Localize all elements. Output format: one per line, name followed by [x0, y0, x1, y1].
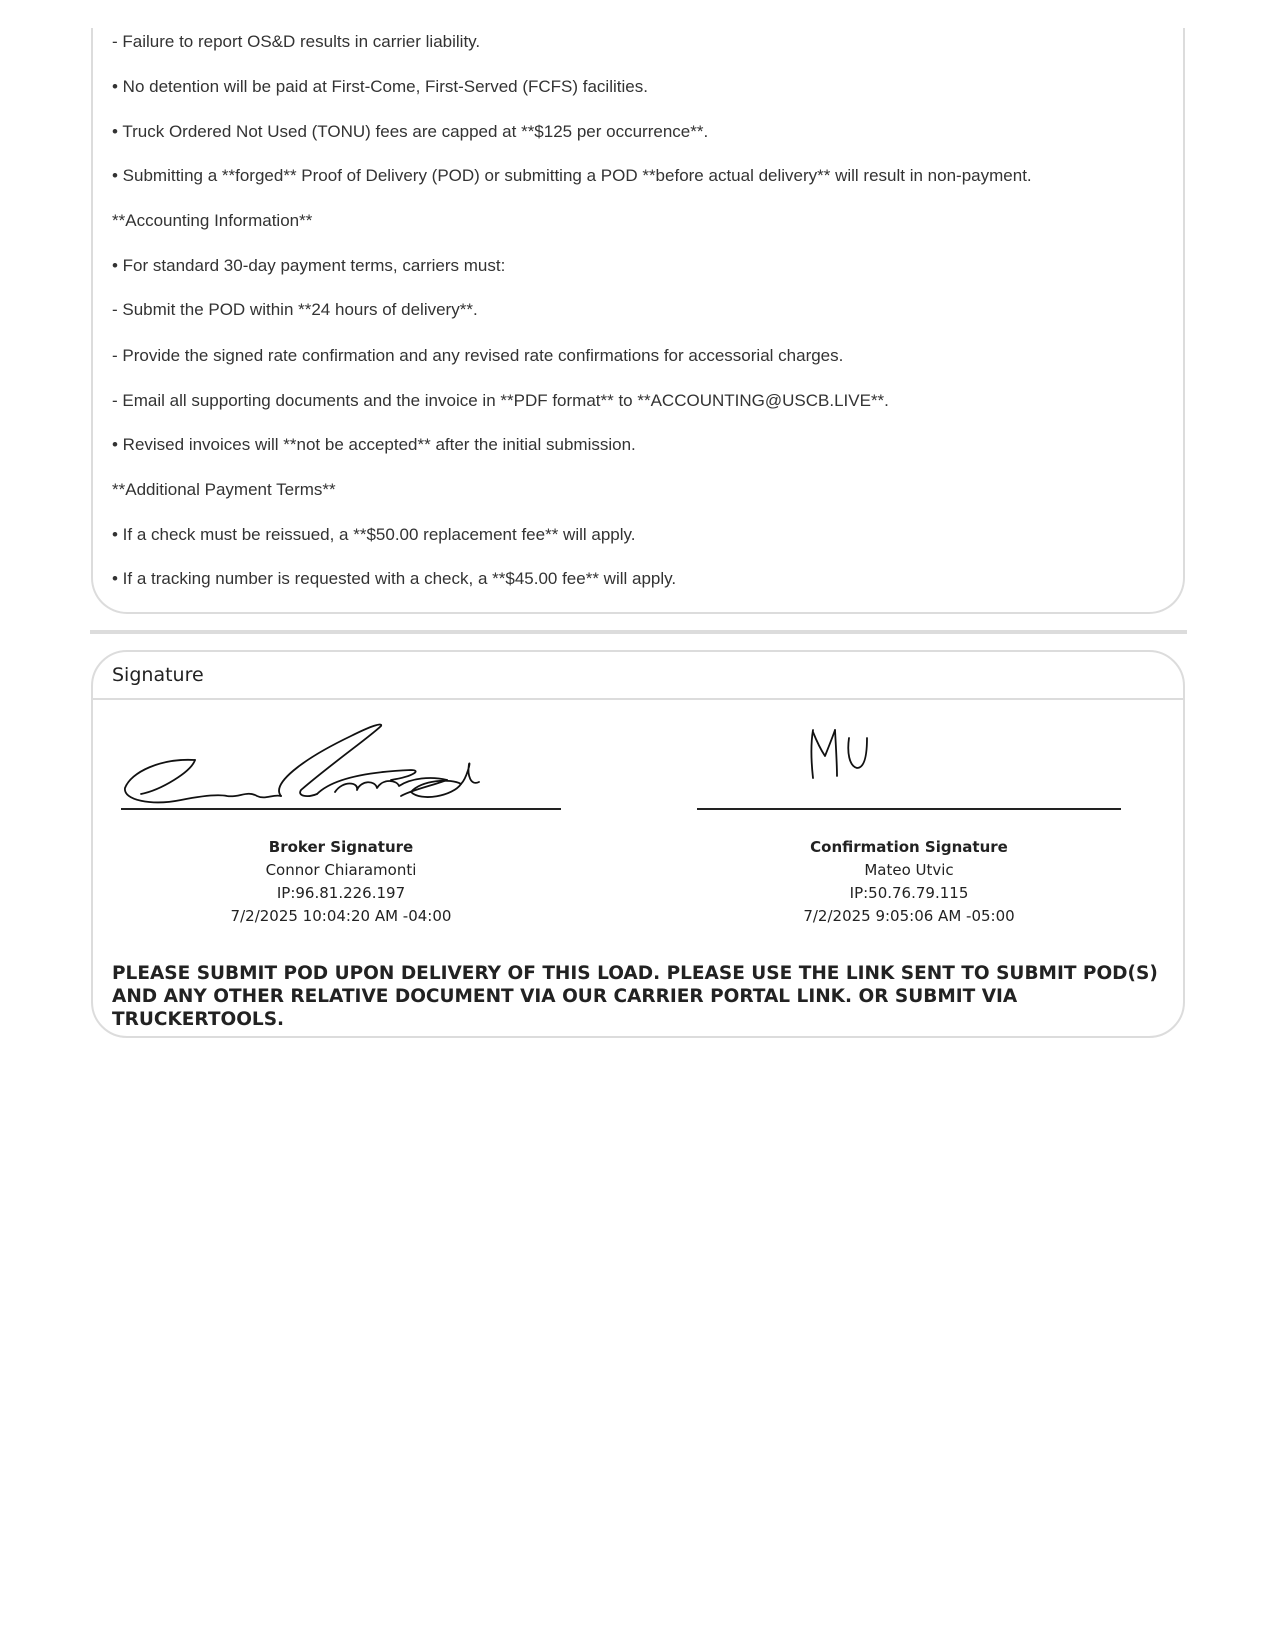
broker-signature-details	[121, 836, 561, 928]
pod-notice: PLEASE SUBMIT POD UPON DELIVERY OF THIS LOAD. PLEASE USE THE LINK SENT TO SUBMIT POD(S) AND ANY OTHER RELATIVE DOCUMENT VIA OUR CARRIER PORTAL LINK. OR SUBMIT VIA TRUCKERTOOLS.	[112, 963, 1158, 1030]
confirmation-name: Mateo Utvic	[864, 861, 954, 879]
terms-line: - Submit the POD within **24 hours of delivery**.	[112, 300, 478, 319]
terms-line: - Email all supporting documents and the invoice in **PDF format** to **ACCOUNTING@USCB.LIVE**.	[112, 391, 889, 410]
broker-timestamp: 7/2/2025 10:04:20 AM -04:00	[230, 907, 452, 925]
terms-line: • If a check must be reissued, a **$50.00 replacement fee** will apply.	[112, 525, 636, 544]
confirmation-ip: IP:50.76.79.115	[849, 884, 969, 902]
terms-line: • Revised invoices will **not be accepted** after the initial submission.	[112, 435, 636, 454]
confirmation-timestamp: 7/2/2025 9:05:06 AM -05:00	[803, 907, 1015, 925]
terms-line: • Truck Ordered Not Used (TONU) fees are capped at **$125 per occurrence**.	[112, 122, 709, 141]
section-divider	[90, 630, 1187, 634]
signature-header	[93, 652, 1183, 700]
terms-section-heading: **Additional Payment Terms**	[112, 480, 336, 499]
broker-signature-block	[121, 720, 561, 928]
signature-card	[91, 650, 1185, 1038]
terms-line: • For standard 30-day payment terms, carriers must:	[112, 256, 506, 275]
terms-line: • If a tracking number is requested with a check, a **$45.00 fee** will apply.	[112, 569, 677, 588]
broker-signature-line	[121, 808, 561, 810]
confirmation-signature-block	[697, 720, 1121, 928]
broker-signature-label: Broker Signature	[268, 838, 414, 856]
terms-card	[91, 28, 1185, 614]
terms-section-heading: **Accounting Information**	[112, 211, 313, 230]
broker-signature-image	[121, 720, 561, 808]
terms-line: - Provide the signed rate confirmation and any revised rate confirmations for accessorial charges.	[112, 346, 844, 365]
terms-line: • No detention will be paid at First-Come, First-Served (FCFS) facilities.	[112, 77, 648, 96]
broker-ip: IP:96.81.226.197	[276, 884, 406, 902]
confirmation-signature-label: Confirmation Signature	[810, 838, 1008, 856]
terms-line: - Failure to report OS&D results in carrier liability.	[112, 32, 481, 51]
confirmation-signature-image	[697, 720, 1121, 808]
terms-line: • Submitting a **forged** Proof of Delivery (POD) or submitting a POD **before actual delivery** will result in non-payment.	[112, 166, 1032, 185]
confirmation-signature-details	[697, 836, 1121, 928]
confirmation-signature-line	[697, 808, 1121, 810]
broker-name: Connor Chiaramonti	[265, 861, 417, 879]
signature-title: Signature	[112, 664, 204, 686]
